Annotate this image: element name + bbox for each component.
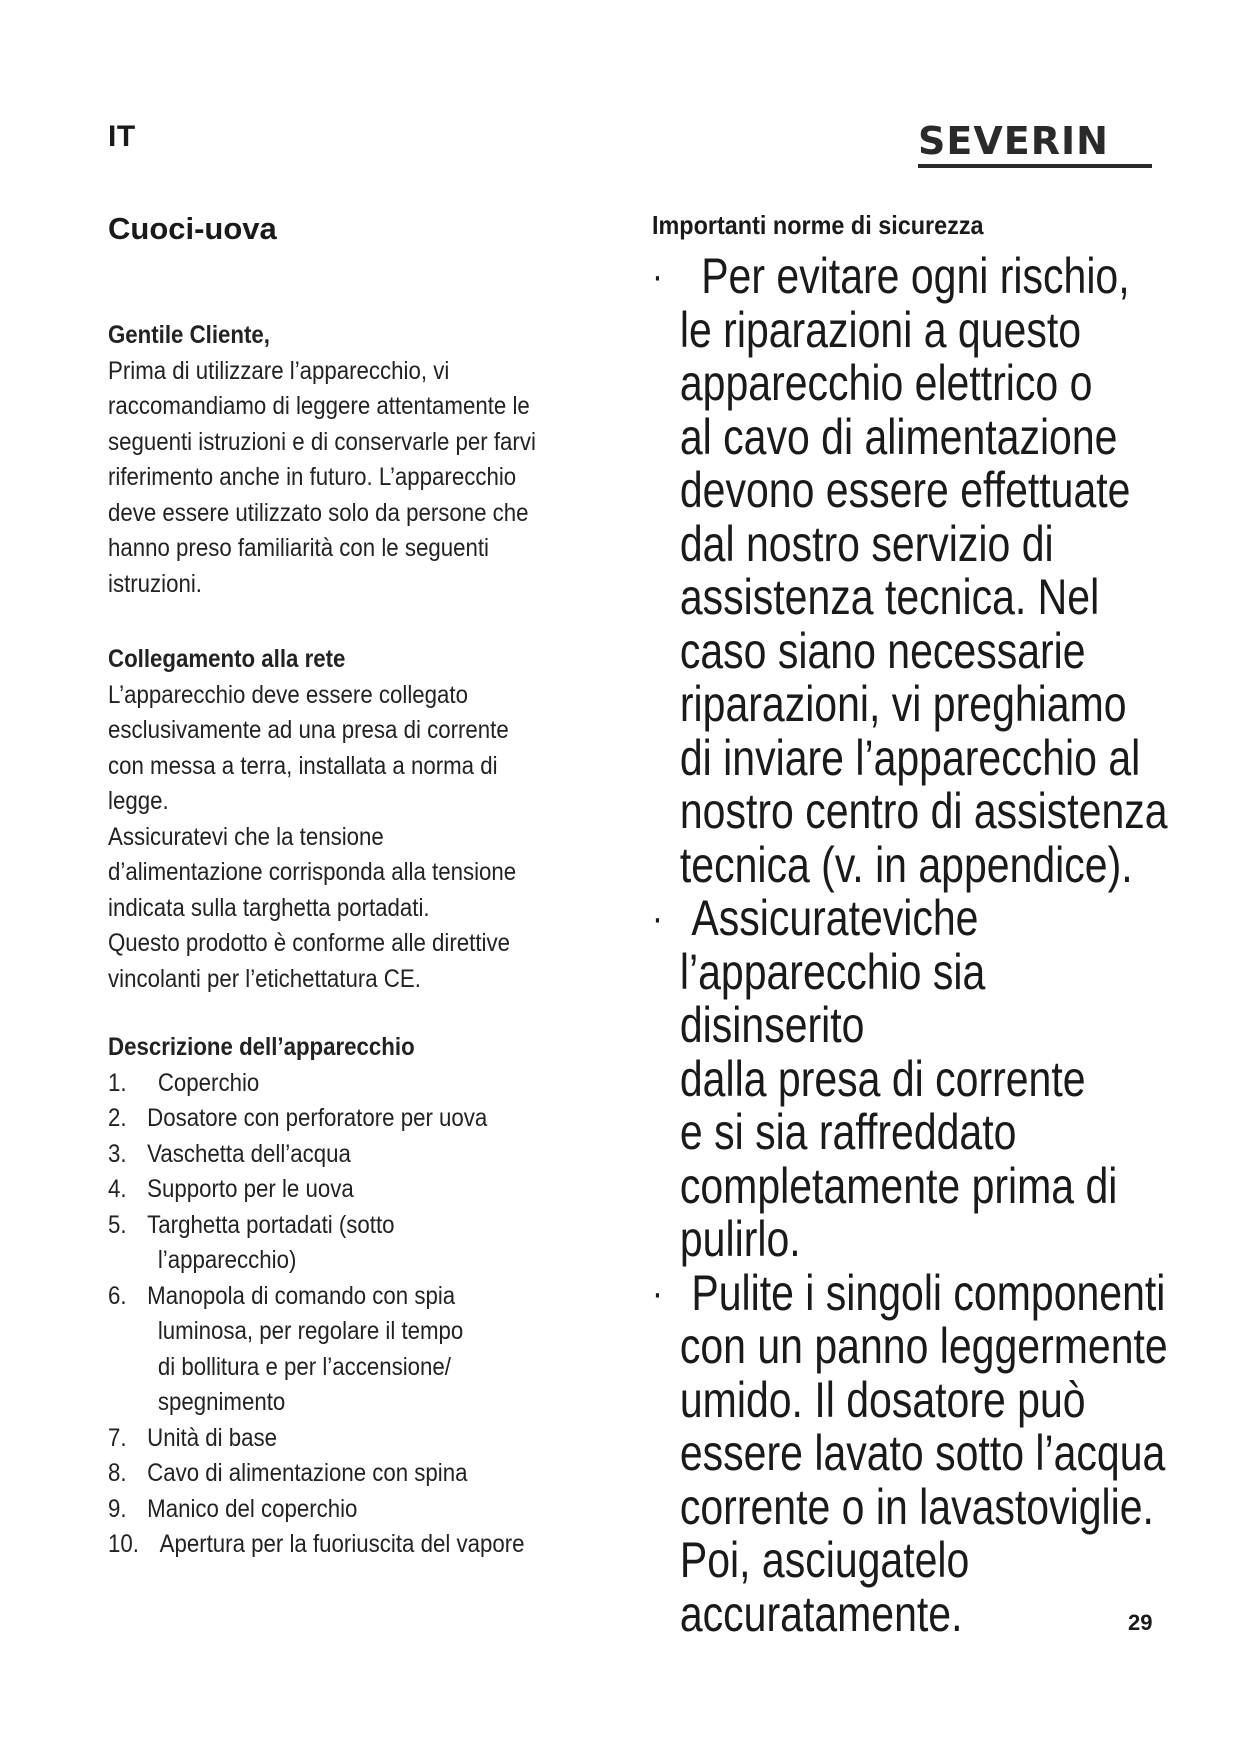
safety-bullet <box>652 1264 1177 1642</box>
item-text <box>147 1137 624 1173</box>
parts-list <box>108 1066 624 1563</box>
item-line: Coperchio <box>157 1068 260 1097</box>
item-line: Vaschetta dell’acqua <box>147 1139 351 1168</box>
bullet-line: e si sia raffreddato <box>679 1104 1017 1160</box>
item-number: 10. <box>108 1530 139 1558</box>
item-text <box>147 1101 624 1137</box>
bullet-line: nostro centro di assistenza <box>679 783 1168 839</box>
bullet-line: accuratamente. <box>679 1585 963 1642</box>
safety-bullet <box>652 892 1177 1267</box>
item-text <box>147 1172 624 1208</box>
item-line: di bollitura e per l’accensione/ <box>157 1352 451 1381</box>
item-text <box>160 1527 625 1563</box>
item-text <box>147 1456 624 1492</box>
bullet-line: corrente o in lavastoviglie. <box>679 1478 1154 1535</box>
bullet-line: Poi, asciugatelo <box>679 1532 970 1588</box>
description-heading: Descrizione dell’apparecchio <box>108 1033 415 1061</box>
greeting-line: raccomandiamo di leggere attentamente le <box>108 392 530 420</box>
bullet-line: assistenza tecnica. Nel <box>679 569 1100 625</box>
item-line: Manopola di comando con spia <box>147 1281 456 1310</box>
greeting-line: riferimento anche in futuro. L’apparecchio <box>108 463 517 491</box>
parts-list-item <box>108 1101 624 1137</box>
bullet-line: con un panno leggermente <box>679 1318 1168 1374</box>
item-line: Targhetta portadati (sotto <box>147 1210 395 1239</box>
page-number: 29 <box>1128 1610 1153 1635</box>
parts-list-item <box>108 1456 624 1492</box>
bullet-line: Per evitare ogni rischio, <box>701 248 1130 304</box>
bullet-line: apparecchio elettrico o <box>679 355 1093 411</box>
bullet-line: umido. Il dosatore può <box>679 1371 1086 1428</box>
bullet-line: dal nostro servizio di <box>679 515 1054 572</box>
parts-list-item <box>108 1527 624 1563</box>
bullet-line: caso siano necessarie <box>679 622 1086 679</box>
bullet-line: Assicurateviche <box>691 890 979 946</box>
safety-bullet <box>652 250 1177 892</box>
bullet-line: al cavo di alimentazione <box>679 408 1118 465</box>
bullet-line: Pulite i singoli componenti <box>691 1264 1166 1321</box>
greeting-line: deve essere utilizzato solo da persone che <box>108 498 529 527</box>
greeting-line: seguenti istruzioni e di conservarle per farvi <box>108 427 536 456</box>
parts-list-item <box>108 1172 624 1208</box>
item-line: Manico del coperchio <box>147 1494 358 1523</box>
item-number: 8. <box>108 1459 127 1487</box>
parts-list-item <box>108 1279 624 1421</box>
bullet-line: devono essere effettuate <box>679 462 1131 518</box>
bullet-line: l’apparecchio sia disinserito <box>679 943 986 1053</box>
bullet-line: dalla presa di corrente <box>679 1050 1086 1107</box>
item-line: Dosatore con perforatore per uova <box>147 1104 488 1132</box>
connection-line: legge. <box>108 787 169 815</box>
bullet-line: riparazioni, vi preghiamo <box>679 676 1127 732</box>
parts-list-item <box>108 1492 624 1528</box>
parts-list-item <box>108 1421 624 1457</box>
parts-list-item <box>108 1137 624 1173</box>
bullet-line: tecnica (v. in appendice). <box>679 836 1133 893</box>
item-number: 2. <box>108 1104 127 1132</box>
bullet-line: completamente prima di <box>679 1157 1118 1214</box>
item-text <box>147 1279 624 1421</box>
greeting-line: Prima di utilizzare l’apparecchio, vi <box>108 356 450 385</box>
item-line: spegnimento <box>157 1388 286 1416</box>
connection-line: vincolanti per l’etichettatura CE. <box>108 964 421 993</box>
connection-line: d’alimentazione corrisponda alla tensione <box>108 858 517 886</box>
item-number: 4. <box>108 1175 127 1203</box>
connection-line: L’apparecchio deve essere collegato <box>108 680 468 709</box>
connection-line: Questo prodotto è conforme alle direttive <box>108 929 510 957</box>
item-number: 5. <box>108 1210 127 1239</box>
item-number: 7. <box>108 1423 127 1452</box>
item-number: 3. <box>108 1139 127 1168</box>
item-line: l’apparecchio) <box>157 1246 297 1274</box>
bullet-dot: · <box>652 254 663 298</box>
connection-line: esclusivamente ad una presa di corrente <box>108 716 509 744</box>
parts-list-item <box>108 1066 624 1102</box>
bullet-line: di inviare l’apparecchio al <box>679 729 1141 786</box>
connection-section <box>108 642 624 997</box>
item-line: Cavo di alimentazione con spina <box>147 1459 468 1487</box>
language-code: IT <box>108 120 136 153</box>
item-text <box>147 1066 624 1102</box>
greeting-section <box>108 318 624 602</box>
connection-line: Assicuratevi che la tensione <box>108 822 384 851</box>
safety-heading: Importanti norme di sicurezza <box>652 210 984 240</box>
item-line: Unità di base <box>147 1423 278 1452</box>
bullet-line: pulirlo. <box>679 1211 801 1267</box>
item-text <box>147 1208 624 1279</box>
item-text <box>147 1492 624 1528</box>
bullet-line: le riparazioni a questo <box>679 301 1082 358</box>
document-title: Cuoci-uova <box>108 211 277 246</box>
left-column <box>108 210 628 1558</box>
severin-logo: SEVERIN <box>918 122 1152 168</box>
description-section <box>108 1030 624 1563</box>
item-number: 9. <box>108 1494 127 1523</box>
item-number: 6. <box>108 1281 127 1310</box>
greeting-line: istruzioni. <box>108 569 202 598</box>
connection-line: indicata sulla targhetta portadati. <box>108 893 430 922</box>
parts-list-item <box>108 1208 624 1279</box>
safety-list <box>652 250 1177 1641</box>
bullet-dot: · <box>652 1270 663 1315</box>
connection-line: con messa a terra, installata a norma di <box>108 751 498 780</box>
item-line: luminosa, per regolare il tempo <box>157 1317 464 1345</box>
connection-heading: Collegamento alla rete <box>108 645 346 673</box>
greeting-heading: Gentile Cliente, <box>108 321 270 349</box>
bullet-dot: · <box>652 896 663 940</box>
bullet-line: essere lavato sotto l’acqua <box>679 1425 1166 1481</box>
item-line: Apertura per la fuoriuscita del vapore <box>159 1530 525 1558</box>
greeting-line: hanno preso familiarità con le seguenti <box>108 534 489 562</box>
item-number: 1. <box>108 1068 127 1097</box>
item-text <box>147 1421 624 1457</box>
item-line: Supporto per le uova <box>147 1175 354 1203</box>
